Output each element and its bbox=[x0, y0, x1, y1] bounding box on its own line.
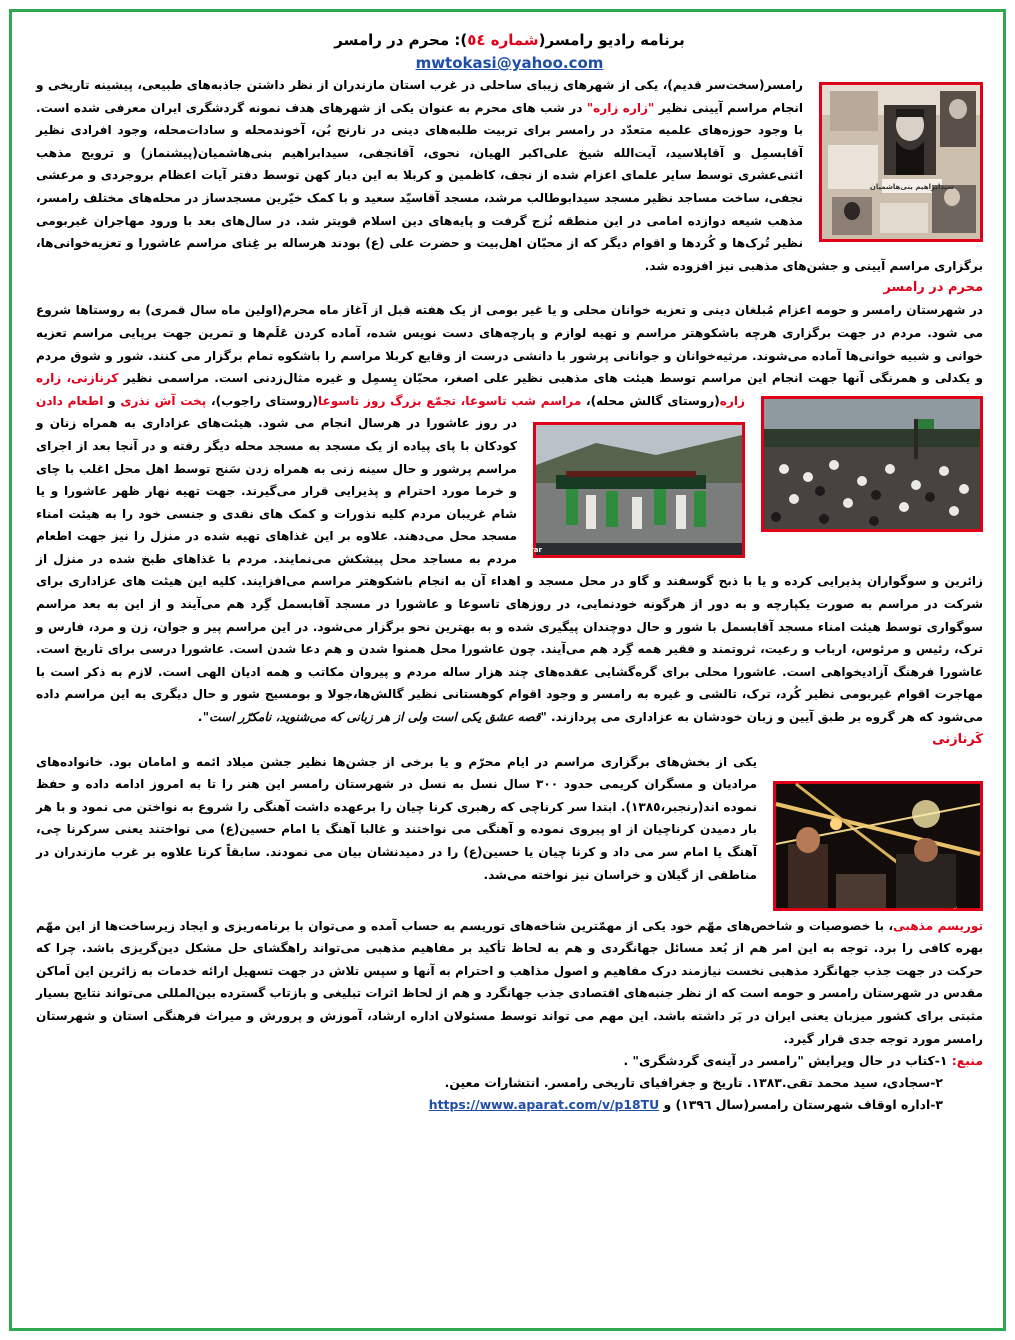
highlight-karnazani: کرنازنی، زاره زاره bbox=[36, 371, 746, 408]
email-line bbox=[36, 52, 983, 74]
highlight-tasua: مراسم شب تاسوعا، تجمّع بزرگ روز تاسوعا bbox=[317, 393, 582, 408]
section-heading-karnazani: کَرنازنی bbox=[932, 731, 983, 747]
intro-text: در شب های محرم به عنوان یکی از شهرهای هدف نمونه گردشگری ایران معرفی شده است. با وجود حوزه‌های علمیه متعدّد در رامسر برای تربیت طلبه‌های دینی در نارنج بُن، آخوندمحله و سادات‌محله، وجود افرادی نظیر آقابسمِل و آقاپلاسید، آیت‌الله شیخ علی‌اکبر الهیان، نحوی، آقانجفی، سیدابراهیم بنی‌هاشمیان(پیشنماز) و ترویج مذهب اثنی‌عشری توسط سایر علمای اعزام شده از نجف، کاظمین و کربلا به این دیار کهن توسط دفتر آیات اعظام بروجردی و مرعشی نجفی، ساخت مساجد نظیر مسجد سیدابوطالب مرشد، مسجد آقاسیّد سعید و با کمک خیّرین مسجدساز در محله‌های مختلف رامسر، مذهب شیعه دوازده امامی در این منطقه نُزج گرفت و پایه‌های دین اسلام قویتر شد. در سال‌های بعد با ورود مهاجران غیربومی نظیر تُرک‌ها و کُردها و اقوام دیگر که از محبّان اهل‌بیت و حضرت علی (ع) بودند هرساله بر غِنای مراسم عاشورا و تعزیه‌خوانی‌ها، برگزاری مراسم آیینی و جشن‌های مذهبی نیز افزوده شد. bbox=[36, 100, 983, 273]
tourism-paragraph bbox=[36, 915, 983, 1051]
email-link[interactable]: mwtokasi@yahoo.com bbox=[415, 54, 604, 72]
intro-highlight: "زاره زاره" bbox=[586, 100, 655, 115]
sources bbox=[36, 1050, 983, 1116]
night-photo bbox=[773, 781, 983, 911]
muharram-text: و bbox=[103, 393, 121, 408]
photo-caption: سیدابراهیم بنی‌هاشمیان bbox=[869, 183, 955, 191]
karnazani-paragraph: یکی از بخش‌های برگزاری مراسم در ایام محرّم و یا برخی از جشن‌ها نظیر جشن میلاد ائمه و امامان بود. خانواده‌های مرادیان و مسگران کریمی حدود ٣٠٠ سال نسل به نسل در شهرستان رامسر این هنر را تا به امروز ادامه داده و حفظ نموده اند(رنجبر،١٣٨٥). ابتدا سر کرناچی که رهبری کرنا چیان را برعهده داشت آهنگی را شروع به نواختن می نمود و با هر بار دمیدن کرناچیان از او پیروی نموده و آهنگی می نواختند و غالبا آهنگ یا امام حسین(ع) می نواختند یعنی سرکرنا چی، آهنگ یا امام سر می داد و کرنا چیان یا حسین(ع) را در دمیدنشان بیان می نمودند. سابقاً کرنا علاوه بر غرب مازندران در مناطقی از گیلان و خراسان نیز نواخته می‌شد. bbox=[36, 754, 757, 882]
photo-watermark: Nimdiporar bbox=[497, 546, 542, 555]
muharram-text: در شهرستان رامسر و حومه اعزام مُبلغان دینی و تعزیه خوانان محلی و یا غیر بومی از یک هفته قبل از آغاز ماه محرم(اولین ماه سال قمری) به روستاها شروع می شود. مردم در جهت برگزاری هرچه باشکوهتر مراسم و تهیه لوازم و پارچه‌های دست نویس شده، آماده کردن عَلَم‌ها و تمرین جهت برپایی مراسم تعزیه خوانی و شبیه خوانی‌ها آماده می‌شوند. مرثیه‌خوانان و جوانانی پرشور با دانشی درست از وقایع کربلا مراسم را باشکوه تمام برگزار می کنند. شور و شوق مردم و یکدلی و همرنگی آنها جهت انجام این مراسم توسط هیئت های مذهبی نظیر علی اصغر، محبّان بِسمِل و غیره مثال‌زدنی است. مراسمی نظیر bbox=[36, 303, 983, 386]
title-part: برنامه رادیو رامسر( bbox=[538, 31, 685, 49]
source-text: ٣-اداره اوقاف شهرستان رامسر(سال ١٣٩٦) و bbox=[659, 1097, 943, 1113]
page-title bbox=[36, 28, 983, 52]
title-part: ): محرم در رامسر bbox=[334, 31, 468, 49]
page-frame bbox=[9, 9, 1006, 1331]
muharram-quote: "قصه عشق یکی است ولی از هر زبانی که می‌شنوید، نامکرّر است". bbox=[198, 710, 547, 725]
portrait-photo bbox=[819, 82, 983, 242]
muharram-text: (روستای گالش محله)، bbox=[581, 393, 720, 408]
sources-label: منبع: bbox=[951, 1053, 983, 1069]
source-item-3 bbox=[36, 1094, 983, 1116]
document-body bbox=[36, 28, 983, 1116]
title-number: شماره ٥٤ bbox=[467, 31, 539, 49]
aparat-link[interactable]: https://www.aparat.com/v/p18TU bbox=[428, 1097, 660, 1113]
section-heading-muharram: محرم در رامسر bbox=[883, 280, 983, 296]
muharram-text: (روستای راجوب)، bbox=[206, 393, 318, 408]
highlight-ash: پخت آش نذری bbox=[120, 393, 207, 408]
highlight-feeding: اطعام دادن bbox=[36, 393, 104, 408]
muharram-paragraph bbox=[36, 299, 983, 728]
tourism-text: ، با خصوصیات و شاخص‌های مهّم خود یکی از مهمّترین شاخه‌های توریسم به حساب آمده و می‌توان با برنامه‌ریزی و ایجاد زیرساخت‌ها از این مهّم بهره کافی را برد. توجه به این امر هم از بُعد مسائل جهانگردی و هم به لحاظ تأکید بر مفاهیم مذهبی می‌تواند راهگشای حل مشکل دین‌گریزی باشد. چرا که حرکت در جهت جذب جهانگرد مذهبی نخست نیازمند درک مفاهیم و اصول مذاهب و احترام به آنها و سپس تلاش در جهت تسهیل ارائه خدمات به زائرین این اَماکن مقدس در شهرستان رامسر و حومه است که از نظر جنبه‌های اقتصادی جذب جهانگرد و هم از لحاظ اثرات تبلیغی و بازتاب گسترده بین‌المللی می‌تواند نتایج بسیار مثبتی برای کشور میزبان یعنی ایران در بَر داشته باشد. این مهم می تواند توسط مسئولان اداره ارشاد، آموزش و پرورش و میراث فرهنگی استان و شهرستان رامسر مورد توجه جدی قرار گیرد. bbox=[36, 918, 983, 1046]
crowd-photo bbox=[761, 396, 983, 532]
source-item-2: ٢-سجادی، سید محمد تقی.١٣٨٣. تاریخ و جغرافیای تاریخی رامسر. انتشارات معین. bbox=[444, 1075, 943, 1091]
procession-photo bbox=[497, 422, 745, 558]
muharram-text: در روز عاشورا در هرسال انجام می شود. هیئت‌های عزاداری به همراه زنان و کودکان با پای پیاده از یک مسجد به مسجد محله دیگر رفته و در آنجا بعد از اجرای مراسم پرشور و حال سینه زنی به همراه زدن سَنج توسط اهل محل اغلب با چای و خرما مورد احترام و پذیرایی قرار می‌گیرند. جهت تهیه نهار ظهر عاشورا و یا شام غریبان مردم کلیه نذورات و کمک های نقدی و جنسی خود را به هیئت امناء مسجد محل می‌دهند. علاوه بر این غذاهای تهیه شده در منزل را نیز جهت اطعام مردم به مساجد محل پیشکش می‌نمایند. مردم با غذاهای طبخ شده در منزل از زائرین و سوگواران پذیرایی کرده و یا با ذبح گوسفند و گاو در محل مسجد و اهداء آن به انجام باشکوهتر مراسم می‌افزایند. کلیه این هیئت های عزاداری برای شرکت در مراسم به صورت یکپارچه و به دور از هرگونه خودنمایی، در روزهای تاسوعا و عاشورا در مسجد آقابسمل گِرد هم می‌آیند و از این به بعد مراسم سوگواری توسط هیئت امناء مسجد آقابسمل با شور و حال دوچندان پیگیری شده و به بهترین نحو برگزار می‌شود. در این مراسم پیر و جوان، زن و مرد، فارس و ترک، رئیس و مرئوس، ارباب و رعیت، ثروتمند و فقیر همه گِرد هم می‌آیند. چون عاشورا محل همنوا شدن و هم دعا شدن است. عاشورا درسی برای تاریخ است. عاشورا فرهنگ آزادیخواهی است. عاشورا محلی برای گره‌گشایی عقده‌های چند هزار ساله مردم و پیروان مکاتب و همه ادیان الهی است. لازم به ذکر است با مهاجرت اقوام غیربومی نظیر کُرد، ترک، تالشی و غیره به رامسر و وجود اقوام کوهستانی نظیر گالش‌ها،جولا و بومسیج شور و حال دیگری به این مراسم داده می‌شود که هر گروه بر طبق آیین و زبان خودشان به عزاداری می پردازند. bbox=[36, 416, 983, 725]
section-heading-tourism: توریسم مذهبی bbox=[893, 918, 983, 933]
intro-text: رامسر(سخت‌سر قدیم)، یکی از شهرهای زیبای ساحلی در غرب استان مازندران از نظر داشتن جاذبه‌های طبیعی، پیشینه تاریخی و انجام مراسم آیینی نظیر bbox=[36, 78, 803, 115]
source-text: ١-کتاب در حال ویرایش "رامسر در آینه‌ی گردشگری" . bbox=[623, 1053, 952, 1069]
source-item-1 bbox=[36, 1050, 983, 1072]
